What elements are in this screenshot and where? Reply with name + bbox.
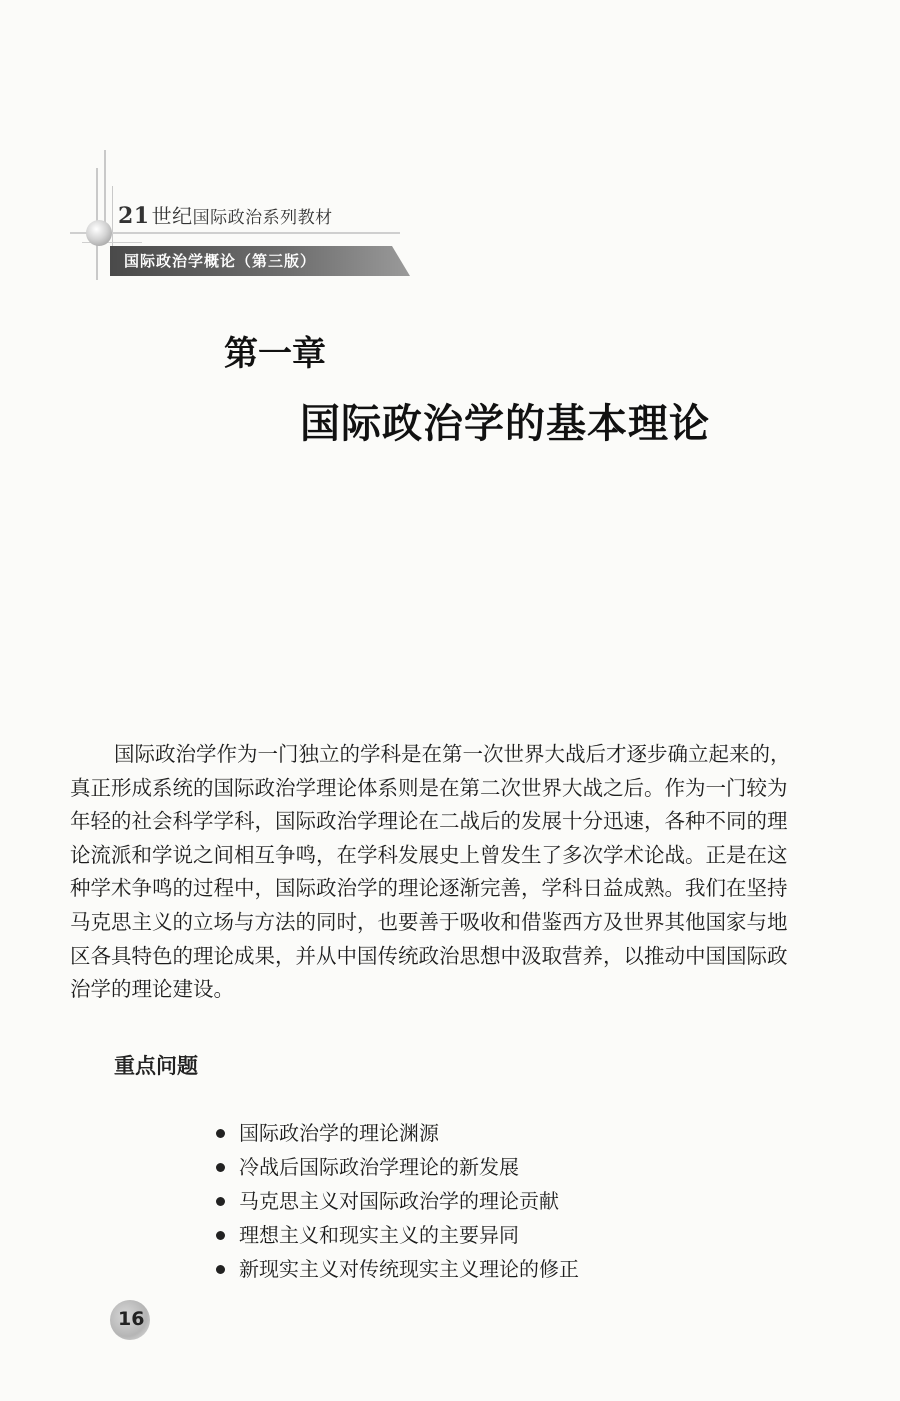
- bullet-icon: [216, 1163, 225, 1172]
- list-item: [216, 1252, 579, 1286]
- paragraph-line: 区各具特色的理论成果，并从中国传统政治思想中汲取营养，以推动中国国际政: [70, 943, 788, 968]
- chapter-label: 第一章: [224, 334, 326, 374]
- bullet-icon: [216, 1231, 225, 1240]
- bullet-icon: [216, 1265, 225, 1274]
- book-title: 国际政治学概论（第三版）: [124, 252, 317, 270]
- chapter-title: 国际政治学的基本理论: [300, 400, 710, 447]
- paragraph-line: 种学术争鸣的过程中，国际政治学的理论逐渐完善，学科日益成熟。我们在坚持: [70, 876, 788, 901]
- key-points-heading: 重点问题: [114, 1054, 198, 1078]
- paragraph-line: 马克思主义的立场与方法的同时，也要善于吸收和借鉴西方及世界其他国家与地: [70, 909, 788, 934]
- series-name: 国际政治系列教材: [192, 208, 333, 228]
- list-item: [216, 1116, 579, 1150]
- paragraph-line: 年轻的社会科学学科，国际政治学理论在二战后的发展十分迅速，各种不同的理: [70, 809, 788, 834]
- page-number: 16: [118, 1308, 145, 1330]
- intro-paragraph: [70, 738, 870, 1007]
- paragraph-line: 治学的理论建设。: [70, 977, 234, 1002]
- bullet-icon: [216, 1197, 225, 1206]
- series-title: [118, 200, 333, 229]
- bullet-icon: [216, 1129, 225, 1138]
- list-item-text: 国际政治学的理论渊源: [239, 1121, 439, 1145]
- paragraph-line: 真正形成系统的国际政治学理论体系则是在第二次世界大战之后。作为一门较为: [70, 775, 788, 800]
- paragraph-line: 论流派和学说之间相互争鸣，在学科发展史上曾发生了多次学术论战。正是在这: [70, 842, 788, 867]
- list-item-text: 马克思主义对国际政治学的理论贡献: [239, 1189, 559, 1213]
- header-sphere-ornament: [86, 220, 112, 246]
- key-points-list: [216, 1116, 579, 1286]
- series-century: 世纪: [151, 204, 193, 228]
- list-item: [216, 1150, 579, 1184]
- header-rule-horizontal: [70, 232, 400, 234]
- list-item-text: 冷战后国际政治学理论的新发展: [239, 1155, 519, 1179]
- list-item-text: 新现实主义对传统现实主义理论的修正: [239, 1257, 579, 1281]
- list-item: [216, 1184, 579, 1218]
- page-number-badge: [110, 1300, 150, 1340]
- list-item-text: 理想主义和现实主义的主要异同: [239, 1223, 519, 1247]
- header-rule-vertical: [112, 186, 113, 246]
- list-item: [216, 1218, 579, 1252]
- series-number: 21: [118, 203, 150, 229]
- paragraph-line: 国际政治学作为一门独立的学科是在第一次世界大战后才逐步确立起来的，: [114, 742, 791, 766]
